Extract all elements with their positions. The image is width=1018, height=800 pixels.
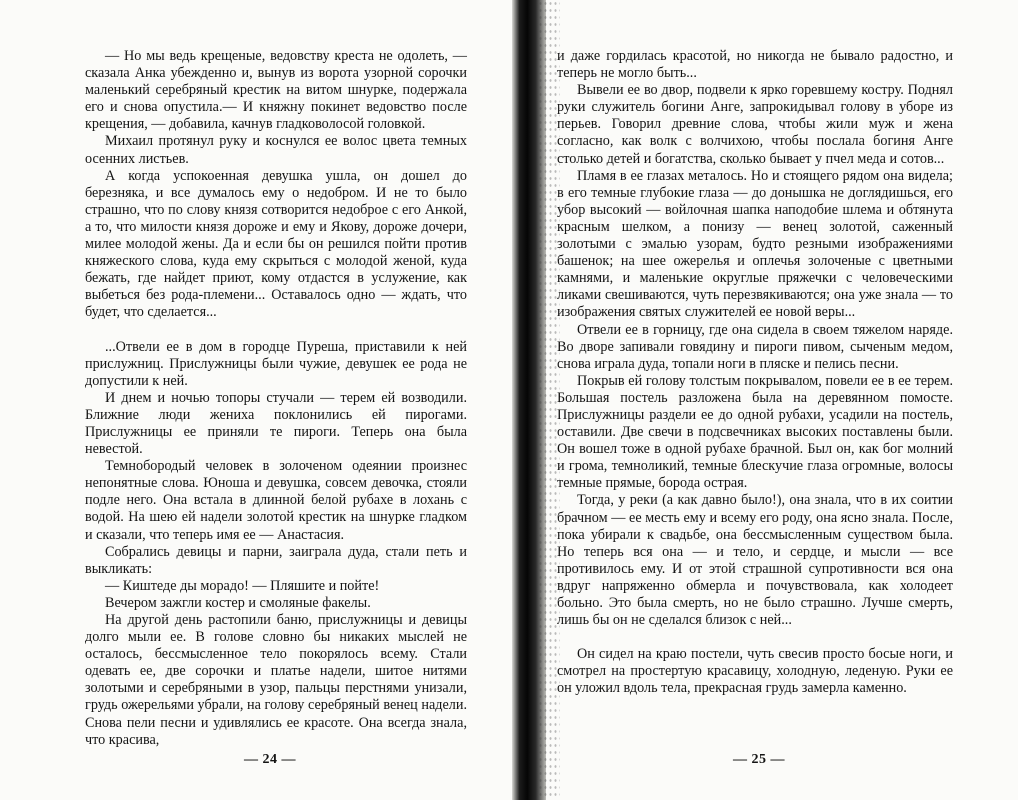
left-paragraph-10: На другой день растопили баню, прислужницы и девицы долго мыли ее. В голове словно бы никаких мыслей не осталось, бессмысленное тело покорялось всему. Стали одевать ее, две сорочки и платье надели, шитое нитями золотыми и серебряными в узор, пальцы перстнями унизали, грудь ожерельями убрали, на голову серебряный венец надели. Снова пели песни и удивлялись ее красоте. Она всегда знала, что красива, bbox=[85, 612, 467, 748]
right-paragraph-1: и даже гордилась красотой, но никогда не бывало радостно, и теперь не могло быть... bbox=[557, 48, 953, 82]
left-paragraph-7: Собрались девицы и парни, заиграла дуда, стали петь и выкликать: bbox=[85, 543, 467, 577]
left-paragraph-4: ...Отвели ее в дом в городце Пуреша, приставили к ней прислужниц. Прислужницы были чужие, девушек ее рода не допустили к ней. bbox=[85, 338, 467, 389]
left-paragraph-2: Михаил протянул руку и коснулся ее волос цвета темных осенних листьев. bbox=[85, 133, 467, 167]
left-paragraph-3: А когда успокоенная девушка ушла, он дошел до березняка, и все думалось ему о недобром. И не то было страшно, что по слову князя сотворится недоброе с его Анкой, а то, что милости князя дороже и ему и Якову, дороже дочери, милее молодой жены. Да и если бы он решился пойти против княжеского слова, куда ему скрыться с молодой женой, куда бежать, где найдет приют, кому отдастся в услужение, как выбеться без рода-племени... Оставалось одно — ждать, что будет, что сделается... bbox=[85, 167, 467, 321]
right-paragraph-3: Пламя в ее глазах металось. Но и стоящего рядом она видела; в его темные глубокие глаза — до донышка не доглядишься, его убор высокий — войлочная шапка наподобие шлема и обтянута красным шелком, а понизу — венец золотой, саженный золотыми с эмалью узорам, будто резными изображениями башенок; на шее ожерелья и оплечья золоченые с цветными камнями, и маленькие округлые пряжечки с человеческими ликами свешиваются, чуть перезвякиваются; она уже знала — то изображения святых служителей ее новой веры... bbox=[557, 167, 953, 321]
left-paragraph-1: — Но мы ведь крещеные, ведовству креста не одолеть, — сказала Анка убежденно и, вынув из ворота узорной сорочки маленький серебряный крестик на витом шнурке, подержала его и снова опустила.— И княжну покинет ведовство после крещения, — добавила, качнув гладковолосой головкой. bbox=[85, 48, 467, 133]
right-page bbox=[557, 48, 953, 697]
left-page-number: — 24 — bbox=[244, 752, 296, 767]
left-paragraph-9: Вечером зажгли костер и смоляные факелы. bbox=[105, 594, 371, 611]
left-paragraph-6: Темнобородый человек в золоченом одеянии произнес непонятные слова. Юноша и девушка, совсем девочка, стояли подле него. Она встала в длинной белой рубахе в лохань с водой. На шею ей надели золотой крестик на шнурке гладком и сказали, что теперь имя ее — Анастасия. bbox=[85, 458, 467, 543]
right-paragraph-4: Отвели ее в горницу, где она сидела в своем тяжелом наряде. Во дворе запивали говядину и пироги пивом, сыченым медом, снова играла дуда, топали ноги в пляске и пелись песни. bbox=[557, 321, 953, 372]
left-paragraph-8: — Киштеде ды морадо! — Пляшите и пойте! bbox=[105, 577, 380, 594]
left-page bbox=[85, 48, 467, 749]
right-page-number: — 25 — bbox=[733, 752, 785, 767]
left-paragraph-5: И днем и ночью топоры стучали — терем ей возводили. Ближние люди жениха поклонились ей пирогами. Прислужницы ее приняли те пироги. Теперь она была невестой. bbox=[85, 389, 467, 458]
right-paragraph-2: Вывели ее во двор, подвели к ярко горевшему костру. Поднял руки служитель богини Анге, запрокидывал голову в уборе из перьев. Говорил древние слова, чтобы жили муж и жена согласно, как волк с волчихою, чтобы послала богиня Анге столько детей и богатства, сколько бывает у пчел меда и сотов... bbox=[557, 82, 953, 167]
right-paragraph-5: Покрыв ей голову толстым покрывалом, повели ее в ее терем. Большая постель разложена была на деревянном помосте. Прислужницы раздели ее до одной рубахи, усадили на постель, оставили. Две свечи в подсвечниках высоких поставлены были. Он вошел тоже в одной рубахе брачной. Был он, как бог молний и грома, темноликий, темные блескучие глаза огромные, волосы темные прямые, борода острая. bbox=[557, 372, 953, 492]
right-paragraph-6: Тогда, у реки (а как давно было!), она знала, что в их соитии брачном — ее месть ему и всему его роду, она ясно знала. После, пока убирали к свадьбе, она бессмысленным существом была. Но теперь вся она — и тело, и сердце, и мысли — все противилось ему. И от этой страшной супротивности вся она вдруг напряженно обмерла и почувствовала, как холодеет больно. Это была смерть, но не было страшно. Лучше смерть, лишь бы он не сделался близок с ней... bbox=[557, 492, 953, 629]
right-paragraph-7: Он сидел на краю постели, чуть свесив просто босые ноги, и смотрел на простертую красавицу, холодную, леденую. Руки ее он уложил вдоль тела, прекрасная грудь замерла каменно. bbox=[557, 646, 953, 697]
